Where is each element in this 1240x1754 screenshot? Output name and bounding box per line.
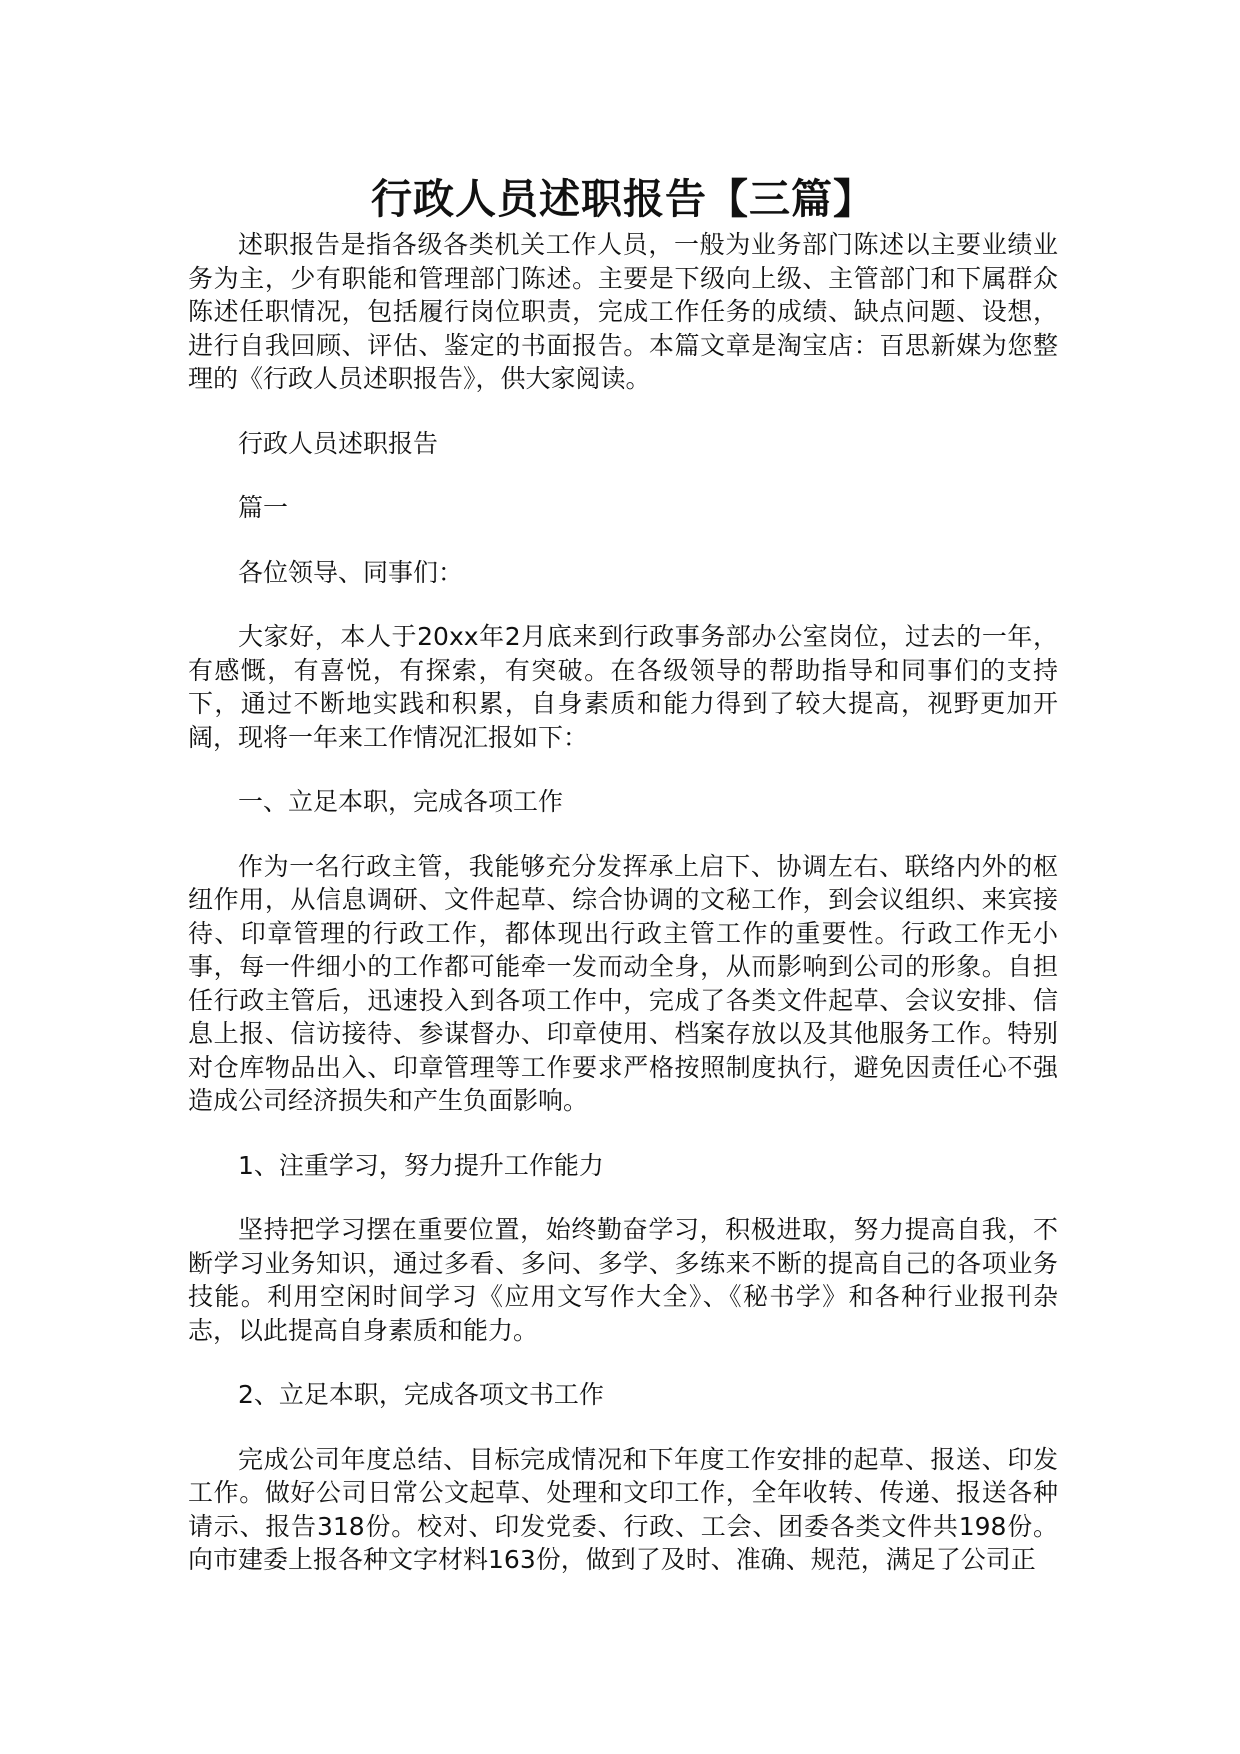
body-paragraph-role: 作为一名行政主管，我能够充分发挥承上启下、协调左右、联络内外的枢纽作用，从信息调研、文件起草、综合协调的文秘工作，到会议组织、来宾接待、印章管理的行政工作，都体现出行政主管工作的重要性。行政工作无小事，每一件细小的工作都可能牵一发而动全身，从而影响到公司的形象。自担任行政主管后，迅速投入到各项工作中，完成了各类文件起草、会议安排、信息上报、信访接待、参谋督办、印章使用、档案存放以及其他服务工作。特别对仓库物品出入、印章管理等工作要求严格按照制度执行，避免因责任心不强造成公司经济损失和产生负面影响。: [188, 851, 1058, 1115]
intro-paragraph: 述职报告是指各级各类机关工作人员，一般为业务部门陈述以主要业绩业务为主，少有职能和管理部门陈述。主要是下级向上级、主管部门和下属群众陈述任职情况，包括履行岗位职责，完成工作任务的成绩、缺点问题、设想，进行自我回顾、评估、鉴定的书面报告。本篇文章是淘宝店：百思新媒为您整理的《行政人员述职报告》，供大家阅读。: [188, 230, 1058, 393]
subheading-documents: 2、立足本职，完成各项文书工作: [238, 1380, 604, 1409]
body-paragraph-study: 坚持把学习摆在重要位置，始终勤奋学习，积极进取，努力提高自我，不断学习业务知识，通过多看、多问、多学、多练来不断的提高自己的各项业务技能。利用空闲时间学习《应用文写作大全》、《秘书学》和各种行业报刊杂志，以此提高自身素质和能力。: [188, 1215, 1058, 1345]
opening-paragraph: 大家好，本人于20xx年2月底来到行政事务部办公室岗位，过去的一年，有感慨，有喜悦，有探索，有突破。在各级领导的帮助指导和同事们的支持下，通过不断地实践和积累，自身素质和能力得到了较大提高，视野更加开阔，现将一年来工作情况汇报如下：: [188, 622, 1058, 752]
document-page: [188, 170, 1058, 1577]
section-heading-part-one: 篇一: [238, 493, 289, 522]
body-paragraph-documents: 完成公司年度总结、目标完成情况和下年度工作安排的起草、报送、印发工作。做好公司日常公文起草、处理和文印工作，全年收转、传递、报送各种请示、报告318份。校对、印发党委、行政、工会、团委各类文件共198份。向市建委上报各种文字材料163份，做到了及时、准确、规范，满足了公司正: [188, 1444, 1058, 1574]
salutation: 各位领导、同事们：: [238, 557, 464, 587]
section-heading-report: 行政人员述职报告: [238, 428, 439, 458]
document-title: 行政人员述职报告【三篇】: [371, 175, 875, 223]
subheading-study: 1、注重学习，努力提升工作能力: [238, 1150, 604, 1180]
section-heading-1: 一、立足本职，完成各项工作: [238, 787, 564, 816]
